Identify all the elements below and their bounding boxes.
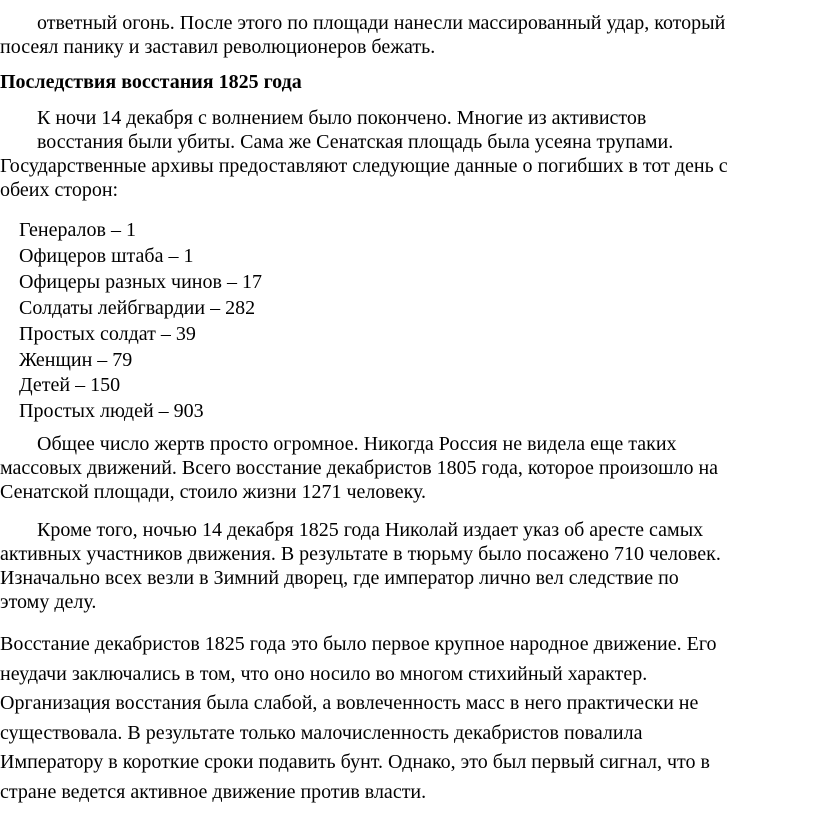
text-line: Восстание декабристов 1825 года это было первое крупное народное движение. Его — [0, 633, 717, 655]
list-item: Солдаты лейбгвардии – 282 — [19, 296, 256, 319]
text-line: Сенатской площади, стоило жизни 1271 человеку. — [0, 481, 427, 503]
list-item: Женщин – 79 — [19, 348, 133, 371]
text-line: активных участников движения. В результате в тюрьму было посажено 710 человек. — [0, 543, 721, 565]
text-line: Кроме того, ночью 14 декабря 1825 года Николай издает указ об аресте самых — [37, 519, 704, 541]
text-line: обеих сторон: — [0, 179, 119, 201]
text-line: посеял панику и заставил революционеров бежать. — [0, 36, 436, 58]
text-line: ответный огонь. После этого по площади нанесли массированный удар, который — [37, 12, 726, 34]
list-item: Детей – 150 — [19, 374, 121, 397]
text-line: массовых движений. Всего восстание декабристов 1805 года, которое произошло на — [0, 457, 719, 479]
list-item: Простых солдат – 39 — [19, 322, 196, 345]
text-line: неудачи заключались в том, что оно носило во многом стихийный характер. — [0, 663, 648, 685]
text-line: Изначально всех везли в Зимний дворец, где император лично вел следствие по — [0, 567, 679, 589]
text-line: Организация восстания была слабой, а вовлеченность масс в него практически не — [0, 692, 699, 714]
text-line: К ночи 14 декабря с волнением было покончено. Многие из активистов — [37, 107, 647, 129]
text-line: Общее число жертв просто огромное. Никогда Россия не видела еще таких — [37, 433, 677, 455]
text-line: этому делу. — [0, 591, 97, 613]
list-item: Генералов – 1 — [19, 219, 136, 241]
list-item: Офицеров штаба – 1 — [19, 244, 194, 267]
section-heading: Последствия восстания 1825 года — [0, 71, 302, 93]
list-item: Простых людей – 903 — [19, 400, 204, 423]
text-line: восстания были убиты. Сама же Сенатская площадь была усеяна трупами. — [37, 131, 674, 153]
text-line: стране ведется активное движение против власти. — [0, 781, 427, 803]
text-line: существовала. В результате только малочисленность декабристов повалила — [0, 722, 643, 744]
casualties-list — [19, 218, 262, 425]
text-line: Императору в короткие сроки подавить бунт. Однако, это был первый сигнал, что в — [0, 751, 710, 773]
text-line: Государственные архивы предоставляют следующие данные о погибших в тот день с — [0, 155, 728, 177]
list-item: Офицеры разных чинов – 17 — [19, 270, 262, 293]
